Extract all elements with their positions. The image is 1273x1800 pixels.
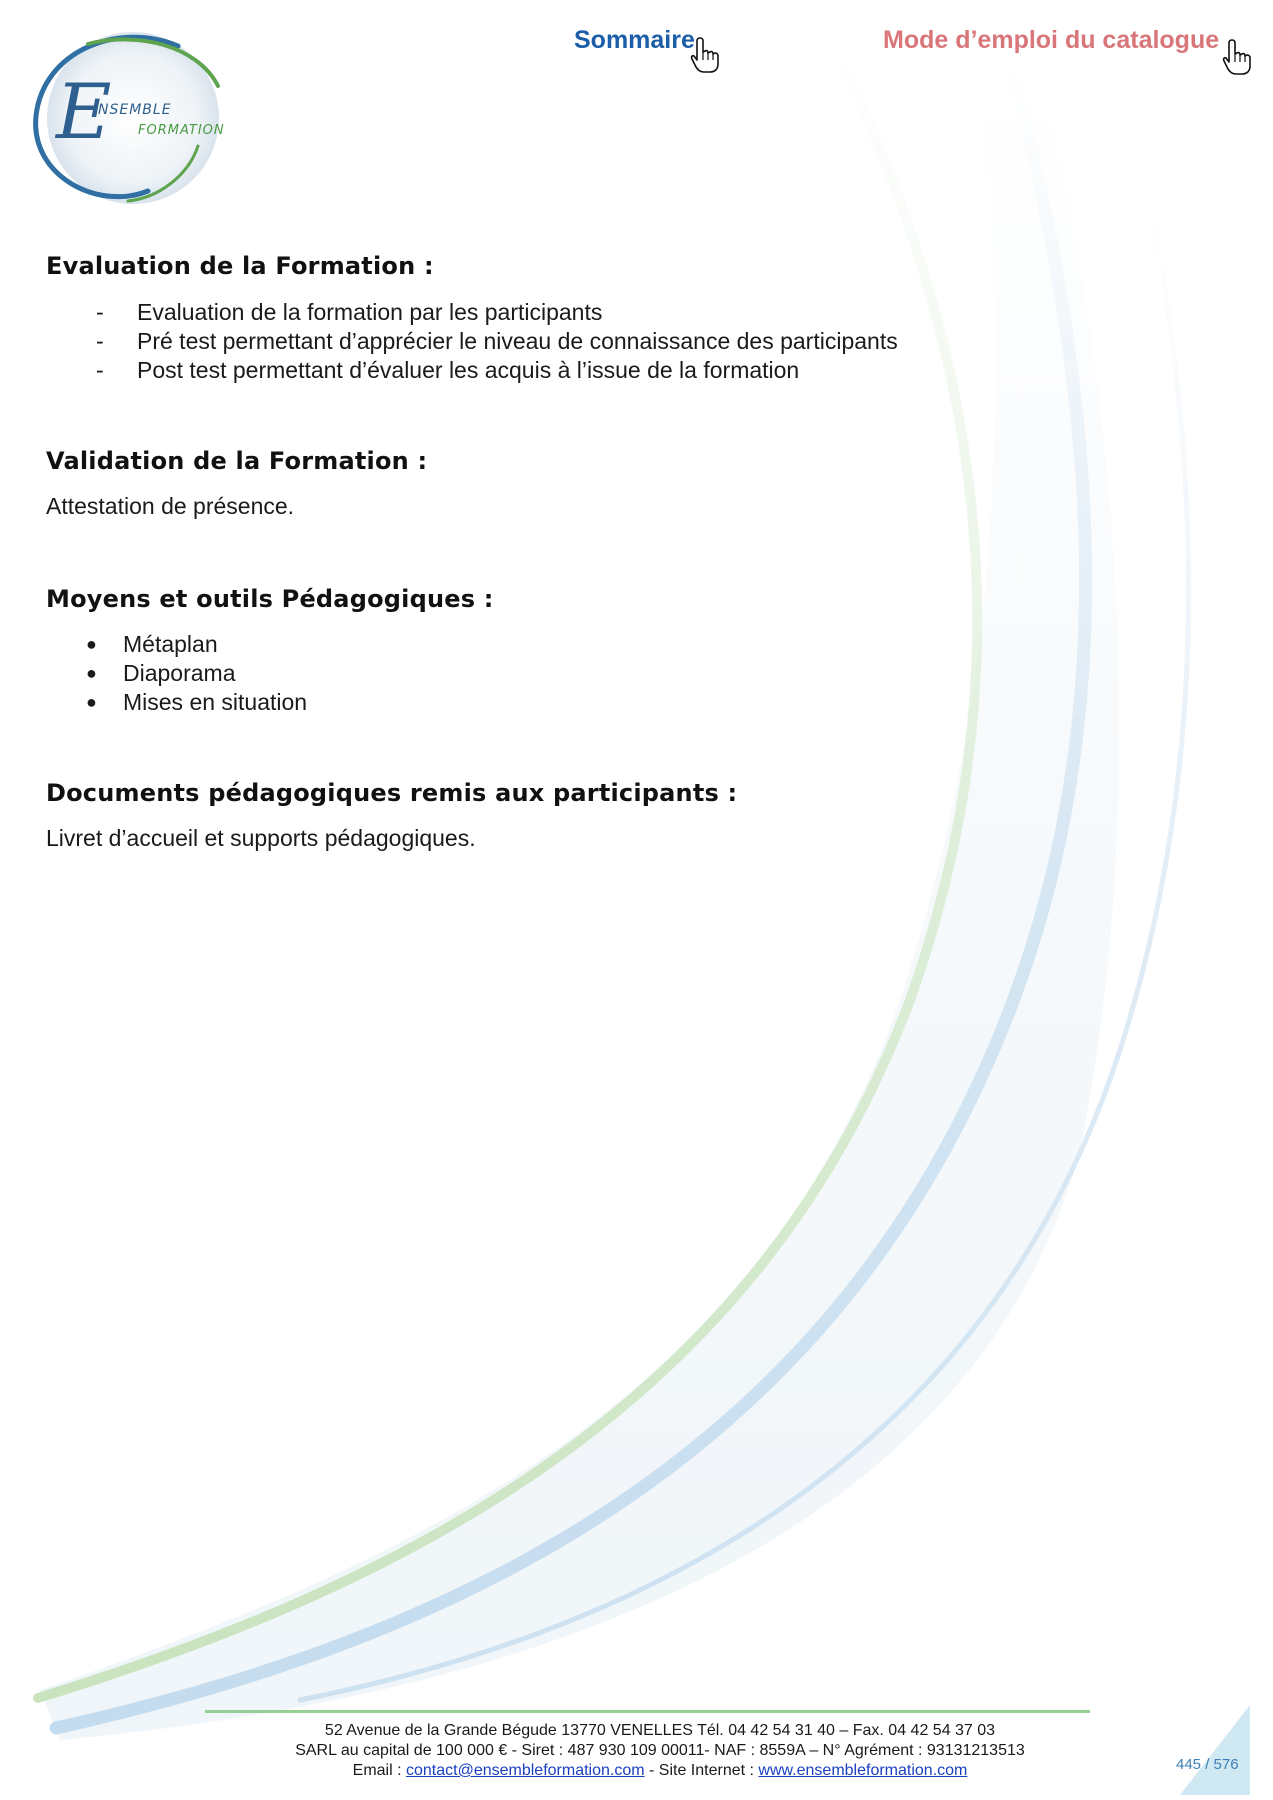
ensemble-formation-logo [28, 26, 233, 206]
site-label: - Site Internet : [644, 1762, 759, 1779]
catalogue-guide-link[interactable]: Mode d’emploi du catalogue [883, 26, 1220, 54]
summary-link[interactable]: Sommaire [574, 26, 695, 54]
documents-heading: Documents pédagogiques remis aux participants : [46, 779, 738, 807]
logo-initial: E [56, 67, 112, 156]
documents-text: Livret d’accueil et supports pédagogiques. [46, 825, 476, 851]
footer-company-info: SARL au capital de 100 000 € - Siret : 487 930 109 00011- NAF : 8559A – N° Agrément : 93131213513 [295, 1742, 1025, 1759]
validation-text: Attestation de présence. [46, 493, 295, 519]
hand-pointer-icon[interactable] [690, 36, 720, 74]
footer-rule [205, 1710, 1090, 1713]
footer-contact [240, 1762, 1080, 1780]
email-label: Email : [352, 1762, 406, 1779]
validation-heading: Validation de la Formation : [46, 447, 428, 475]
logo-line1: NSEMBLE [98, 102, 172, 118]
hand-pointer-icon[interactable] [1222, 38, 1252, 76]
evaluation-heading: Evaluation de la Formation : [46, 252, 434, 280]
email-link[interactable]: contact@ensembleformation.com [405, 1762, 645, 1779]
page-number: 445 / 576 [1176, 1756, 1239, 1773]
footer-address: 52 Avenue de la Grande Bégude 13770 VENELLES Tél. 04 42 54 31 40 – Fax. 04 42 54 37 03 [324, 1722, 996, 1739]
logo-line2: FORMATION [138, 123, 225, 138]
website-link[interactable]: www.ensembleformation.com [758, 1762, 968, 1779]
tools-heading: Moyens et outils Pédagogiques : [46, 585, 494, 613]
corner-triangle [1180, 1705, 1250, 1795]
